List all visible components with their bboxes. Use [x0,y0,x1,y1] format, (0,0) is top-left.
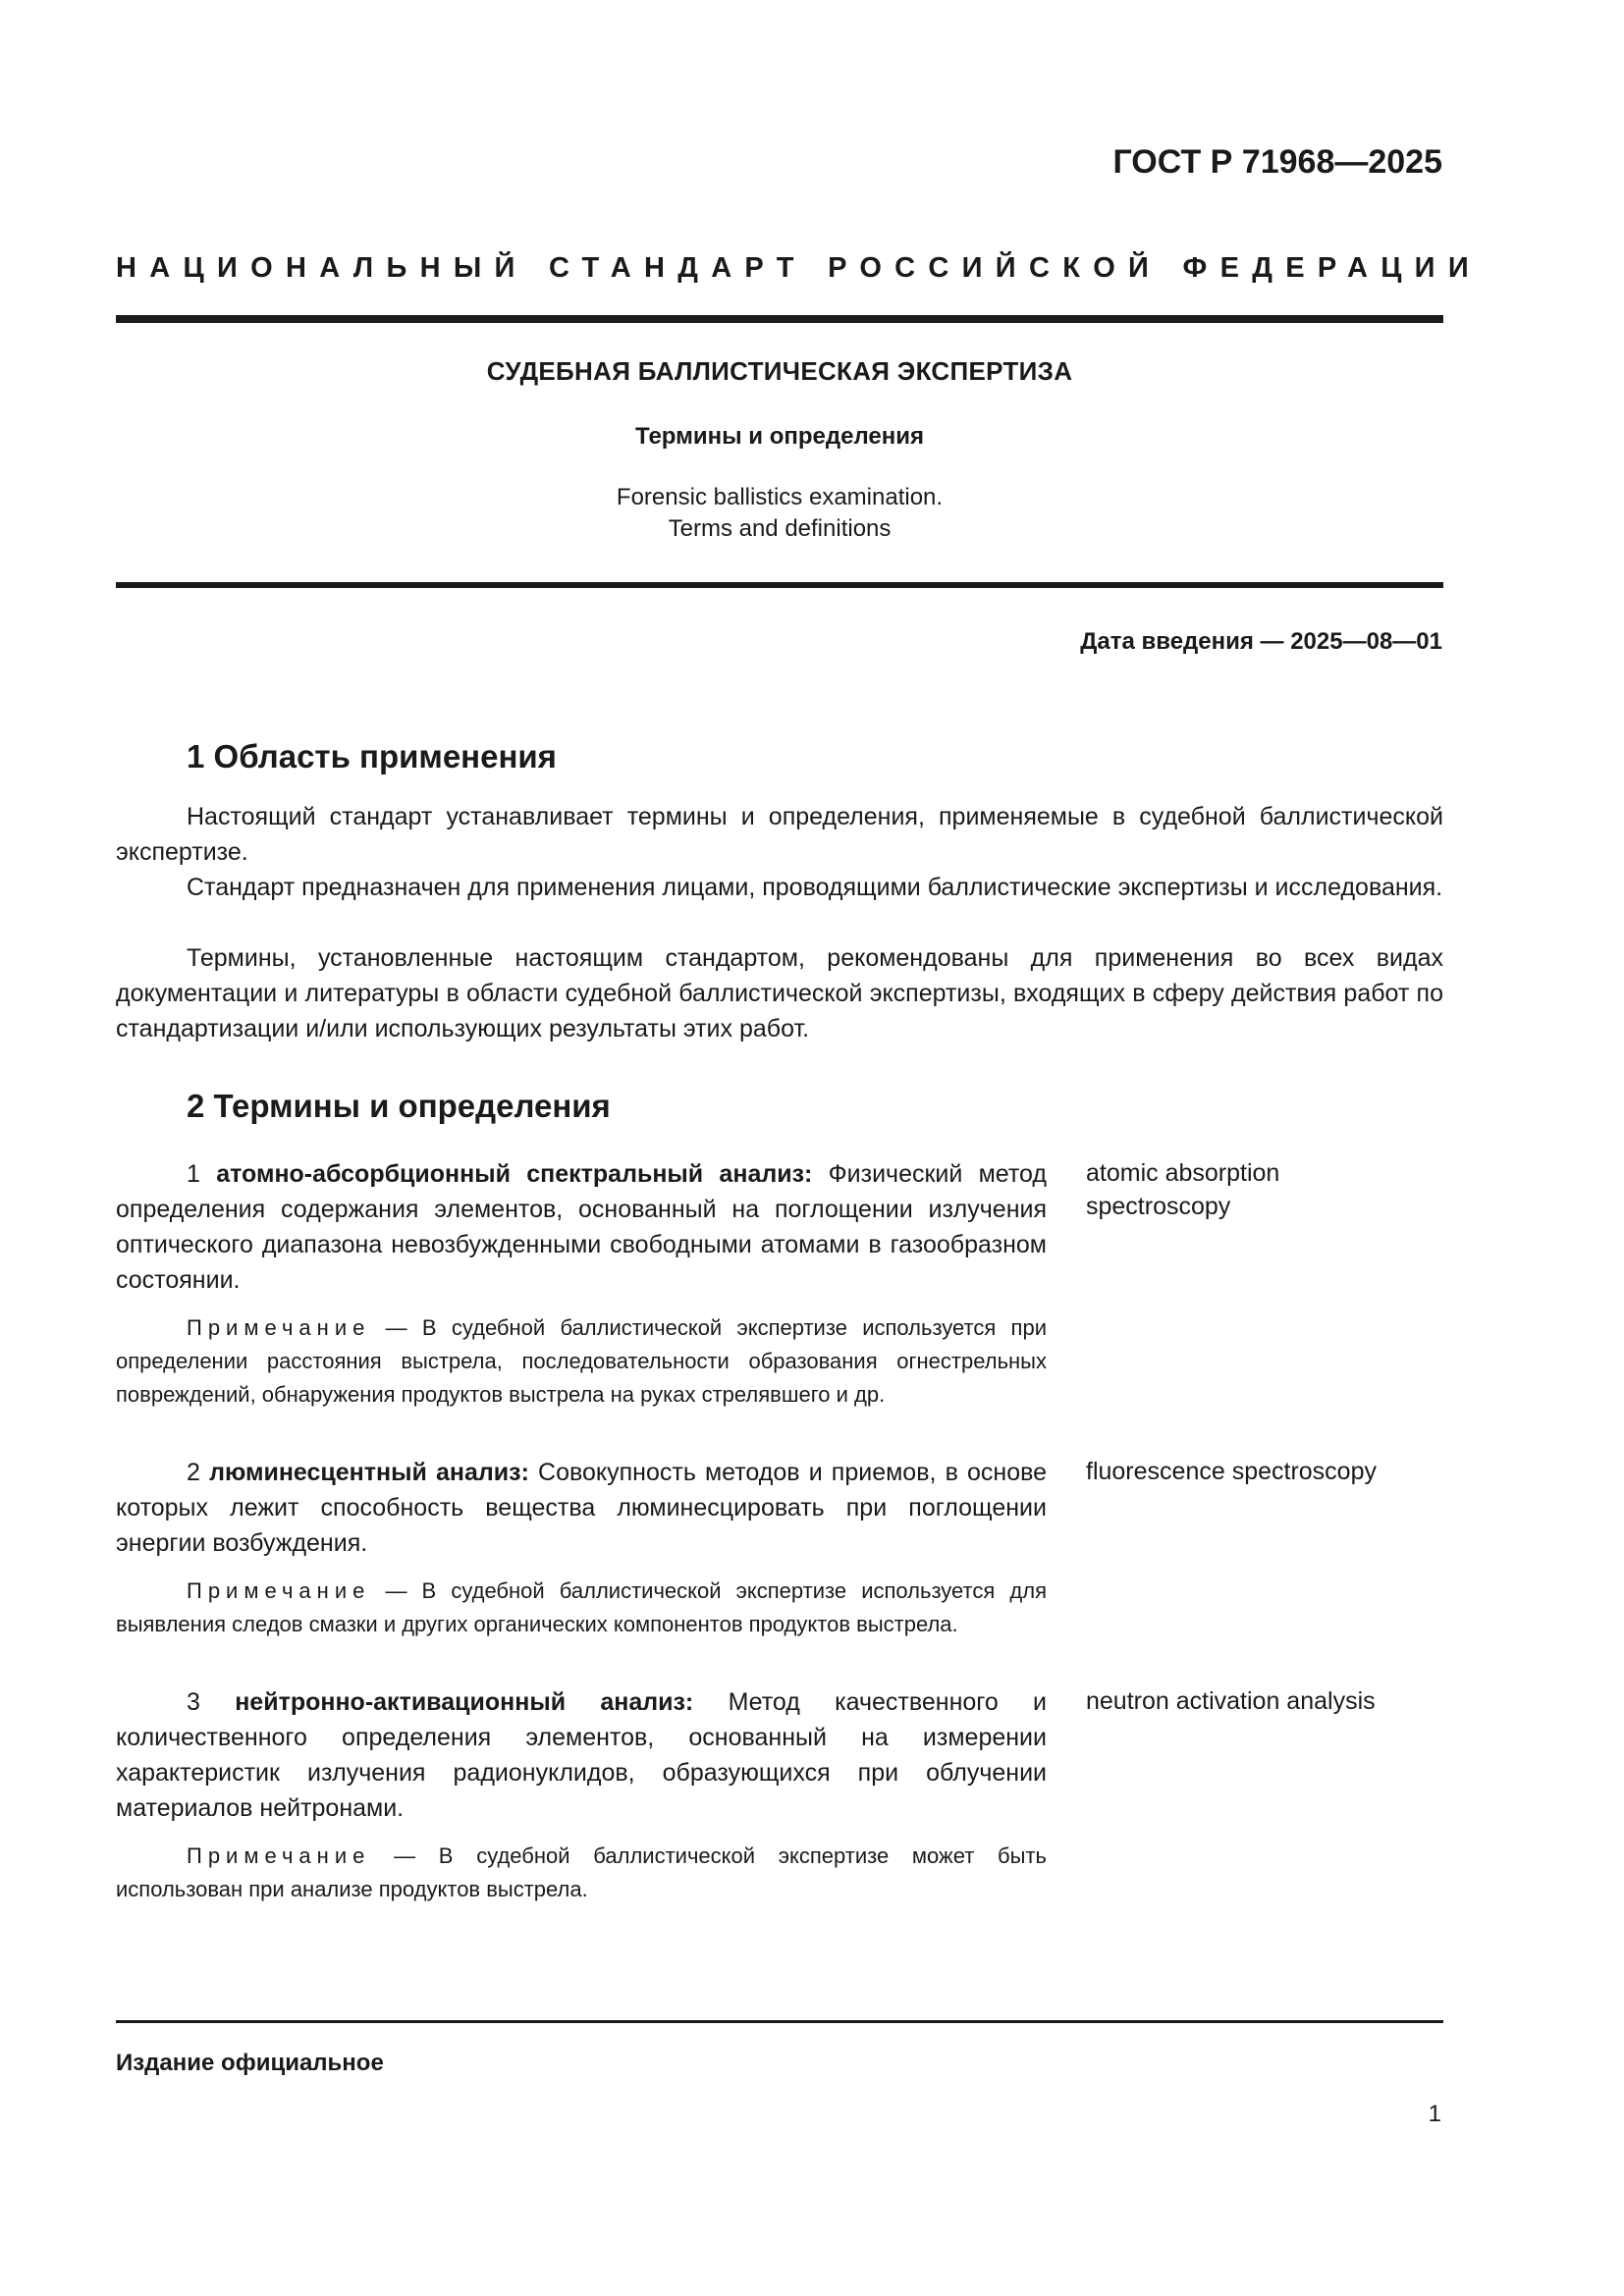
header-rule [116,315,1443,323]
term-note [116,1311,1047,1412]
introduction-date: Дата введения — 2025—08—01 [1080,628,1442,655]
note-label: Примечание [187,1578,371,1603]
term-name: атомно-абсорбционный спектральный анализ: [216,1160,813,1188]
term-definition: Совокупность методов и приемов, в основе которых лежит способность вещества люминесцировать при поглощении энергии возбуждения. [116,1459,1048,1557]
term-entry [116,1684,1047,1826]
term-number: 3 [187,1688,200,1716]
english-term-line: spectroscopy [1086,1193,1231,1220]
section1-paragraph: Настоящий стандарт устанавливает термины и определения, применяемые в судебной баллистической экспертизе. [116,803,1443,866]
edition-label: Издание официальное [116,2050,384,2076]
term-note [116,1575,1047,1641]
footer-rule [116,2020,1443,2023]
term-name: люминесцентный анализ: [209,1459,529,1486]
standard-banner: НАЦИОНАЛЬНЫЙ СТАНДАРТ РОССИЙСКОЙ ФЕДЕРАЦИИ [116,252,1482,284]
term-name: нейтронно-активационный анализ: [235,1688,694,1716]
page-number: 1 [1428,2101,1441,2127]
term-english-equivalent [1086,1684,1449,1718]
note-text: — В судебной баллистической экспертизе используется при определении расстояния выстрела, последовательности образования огнестрельных повреждений, обнаружения продуктов выстрела на руках стрелявшего и др. [116,1315,1047,1407]
term-definition: Физический метод определения содержания элементов, основанный на поглощении излучения оптического диапазона невозбужденными свободными атомами в газообразном состоянии. [116,1160,1047,1294]
term-note [116,1840,1047,1906]
note-text: — В судебной баллистической экспертизе может быть использован при анализе продуктов выстрела. [116,1843,1047,1901]
note-text: — В судебной баллистической экспертизе используется для выявления следов смазки и других органических компонентов продуктов выстрела. [116,1578,1047,1636]
term-english-equivalent [1086,1156,1449,1223]
note-label: Примечание [187,1315,371,1340]
english-term-line: atomic absorption [1086,1159,1280,1187]
document-title: СУДЕБНАЯ БАЛЛИСТИЧЕСКАЯ ЭКСПЕРТИЗА [486,356,1073,386]
term-definition: Метод качественного и количественного определения элементов, основанный на измерении характеристик излучения радионуклидов, образующихся при облучении материалов нейтронами. [116,1688,1048,1822]
term-entry [116,1156,1047,1298]
term-number: 2 [187,1459,200,1486]
english-title-line1: Forensic ballistics examination. [616,484,944,510]
term-entry [116,1455,1047,1561]
document-subtitle: Термины и определения [634,423,925,450]
section1-heading: 1 Область применения [187,738,557,774]
english-title-line2: Terms and definitions [668,515,892,542]
english-term-line: neutron activation analysis [1086,1687,1376,1715]
section1-paragraph: Стандарт предназначен для применения лицами, проводящими баллистические экспертизы и исследования. [187,874,1443,901]
title-rule [116,582,1443,588]
term-number: 1 [187,1160,200,1188]
section2-heading: 2 Термины и определения [187,1088,611,1124]
section1-paragraph: Термины, установленные настоящим стандартом, рекомендованы для применения во всех видах документации и литературы в области судебной баллистической экспертизы, входящих в сферу действия работ по стандартизации и/или использующих результаты этих работ. [116,944,1443,1042]
term-english-equivalent [1086,1455,1449,1488]
english-term-line: fluorescence spectroscopy [1086,1458,1377,1485]
note-label: Примечание [187,1843,371,1868]
standard-designation: ГОСТ Р 71968—2025 [1112,143,1442,181]
